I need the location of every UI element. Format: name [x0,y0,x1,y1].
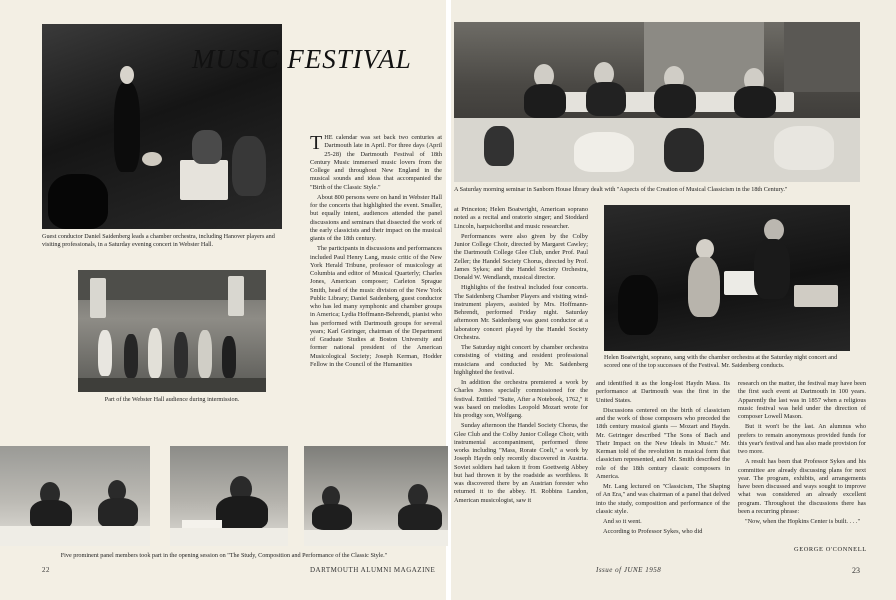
soprano-photo [604,205,850,351]
conductor-caption: Guest conductor Daniel Saidenberg leads a chamber orchestra, including Hanover players and visiting professionals, in a Saturday evening concert in Webster Hall. [42,233,275,248]
paragraph: About 800 persons were on hand in Webster Hall for the concerts that highlighted the event. Smaller, but equally intent, audiences attended the panel discussions and seminars that dissected the work of the early classicists and their impact on the musical giants of the 18th century. [310,193,442,242]
paragraph: THE calendar was set back two centuries at Dartmouth late in April. For three days (April 25-28) the Dartmouth Festival of 18th Century Music immersed music lovers from the College and throughout New England in the musical sounds and ideas that accompanied the "Birth of the Classic Style." [310,132,442,191]
panel-photo-2 [170,446,288,546]
issue-date: Issue of JUNE 1958 [596,566,662,574]
byline: GEORGE O'CONNELL [794,546,867,553]
article-column-1 [310,134,442,371]
panel-caption: Five prominent panel members took part in the opening session on "The Study, Composition and Performance of the Classic Style." [60,552,388,559]
paragraph: The participants in discussions and performances included Paul Henry Lang, music critic of the New York Herald Tribune, professor of musicology at Columbia and editor of Musical Quarterly; Charles Jones, American composer; Carleton Sprague Smith, head of the music division of the New York Public Library; Daniel Saidenberg, guest conductor who has led many symphonic and chamber groups in America; Lydia Hoffmann-Behrendt, pianist who has performed with Dartmouth groups for several years; Karl Geiringer, chairman of the Department of Graduate Studies at Boston University and former national president of the American Musicological Society; Joseph Kerman, Hodder Fellow in the Council of the Humanities [310,245,442,368]
paragraph: A result has been that Professor Sykes and his committee are already discussing plans for next year. The program, exhibits, and arrangements have been discussed and ways sought to improve what was considered an already excellent program. Throughout the discussions there has been a recurring phrase: [738,458,866,515]
drop-cap: T [310,132,323,154]
paragraph: Discussions centered on the birth of classicism and the work of those composers who preceded the 18th century musical giants — Mozart and Haydn. Mr. Geiringer described "The Sons of Bach and Their Impact on the New Ideals in Music." Mr. Kerman told of the revolution in musical form that classicism represented, and Mr. Smith described the role of the 18th century classic composers in America. [596,406,730,480]
headline: MUSIC FESTIVAL [192,44,412,74]
paragraph: Sunday afternoon the Handel Society Chorus, the Glee Club and the Colby Junior College Choir, with instrumental accompaniment, performed three works including "Mass, Rorate Coeli," a work by Joseph Haydn only recently discovered in Austria. Soviet soldiers had taken it from Goettweig Abbey but had thrown it by the roadside as worthless. It was discovered there by an Austrian forester who returned it to the abbey. H. Robbins Landon, American musicologist, saw it [454,422,588,504]
paragraph: and identified it as the long-lost Haydn Mass. Its performance at Dartmouth was the first in the United States. [596,380,730,404]
panel-photo-1 [0,446,150,546]
page-number-left: 22 [42,566,50,574]
paragraph: But it won't be the last. An alumnus who prefers to remain anonymous provided funds for this year's festival and has also made provision for two more. [738,423,866,455]
seminar-caption: A Saturday morning seminar in Sanborn House library dealt with "Aspects of the Creation of Musical Classicism in the 18th Century." [454,186,788,193]
audience-photo [78,270,266,392]
magazine-name: DARTMOUTH ALUMNI MAGAZINE [310,566,436,574]
paragraph: And so it went. [603,518,642,525]
article-column-4 [738,380,866,528]
paragraph: In addition the orchestra premiered a work by Charles Jones specially commissioned for the festival. Entitled "Suite, After a Notebook, 1762," it was based on melodies Leopold Mozart wrote for his prodigy son, Wolfgang. [454,379,588,419]
paragraph: Mr. Lang lectured on "Classicism, The Shaping of An Era," and was chairman of a panel that delved into the study, composition and performance of the classic style. [596,483,730,515]
paragraph: at Princeton; Helen Boatwright, American soprano noted as a recital and oratorio singer; and Stoddard Lincoln, harpsichordist and music researcher. [454,206,588,230]
soprano-caption: Helen Boatwright, soprano, sang with the chamber orchestra at the Saturday night concert and scored one of the top successes of the Festival. Mr. Saidenberg conducts. [604,354,838,369]
panel-photo-3 [304,446,448,546]
paragraph: Performances were also given by the Colby Junior College Choir, directed by Margaret Cawley; the Dartmouth College Glee Club, under Prof. Paul Zeller; the Handel Society Chorus, directed by Prof. James Sykes; and the Handel Society Orchestra, Donald W. Wendlandt, musical director. [454,232,588,281]
paragraph: According to Professor Sykes, who did [603,528,703,536]
paragraph: "Now, when the Hopkins Center is built. . . ." [745,518,861,525]
article-column-3 [596,380,730,539]
audience-caption: Part of the Webster Hall audience during intermission. [104,396,240,403]
paragraph: research on the matter, the festival may have been the first such event at Dartmouth in 100 years. Apparently the last was in 1857 when a religious music festival was held under the direction of composer Lowell Mason. [738,380,866,420]
paragraph: The Saturday night concert by chamber orchestra consisting of visiting and resident professional musicians and conducted by Mr. Saidenberg highlighted the festival. [454,344,588,376]
page-number-right: 23 [852,566,860,575]
paragraph: Highlights of the festival included four concerts. The Saidenberg Chamber Players and visiting wind-instrument players, assisted by Mrs. Hoffmann-Behrendt, performed Friday night. Saturday afternoon Mr. Saidenberg was guest conductor at a laboratory concert played by the Handel Society Orchestra. [454,284,588,341]
article-column-2 [454,206,588,507]
seminar-photo [454,22,860,182]
